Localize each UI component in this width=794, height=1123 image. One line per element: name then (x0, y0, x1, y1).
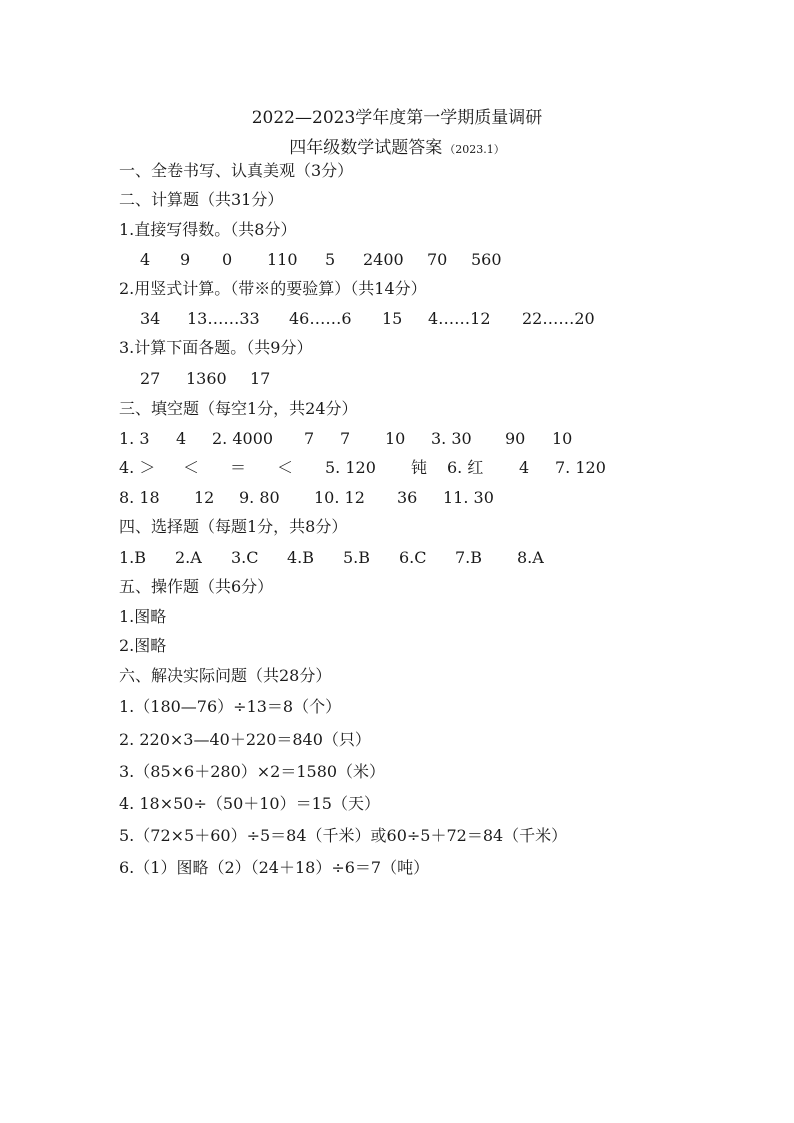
answer-item: 0 (222, 250, 233, 269)
section-6-question-2: 2. 220×3—40＋220＝840（只） (119, 730, 371, 749)
section-3-heading: 三、填空题（每空1分，共24分） (119, 399, 358, 418)
answer-item: 70 (427, 250, 448, 269)
section-2-heading: 二、计算题（共31分） (119, 190, 284, 209)
answer-item: ＜ (183, 458, 200, 477)
answer-item: 4.B (287, 548, 315, 567)
answer-item: 10 (385, 429, 406, 448)
page-subtitle (0, 133, 794, 158)
answer-item: 2.A (175, 548, 202, 567)
answer-item: 7 (340, 429, 351, 448)
answer-item: 10 (552, 429, 573, 448)
answer-item: 5. 120 (325, 458, 376, 477)
section-2-question-2: 2.用竖式计算。（带※的要验算）（共14分） (119, 279, 427, 298)
section-2-question-3: 3.计算下面各题。（共9分） (119, 338, 313, 357)
answer-item: 8. 18 (119, 488, 160, 507)
section-3-row-2 (119, 458, 606, 478)
answer-item: 4……12 (428, 309, 491, 328)
answer-item: 5.B (343, 548, 371, 567)
section-2-q3-answers (119, 369, 270, 389)
answer-item: 7. 120 (555, 458, 606, 477)
answer-item: 4 (140, 250, 151, 269)
section-2-question-1: 1.直接写得数。（共8分） (119, 220, 297, 239)
section-3-row-1 (119, 429, 572, 449)
answer-item: 46……6 (289, 309, 352, 328)
section-2-q1-answers (119, 250, 502, 270)
answer-item: 钝 (411, 458, 428, 477)
answer-item: 4. ＞ (119, 458, 156, 477)
section-4-answers (119, 548, 544, 568)
answer-item: 27 (140, 369, 161, 388)
answer-item: 10. 12 (314, 488, 365, 507)
section-1-heading: 一、全卷书写、认真美观（3分） (119, 161, 354, 180)
section-6-question-4: 4. 18×50÷（50＋10）＝15（天） (119, 794, 380, 813)
answer-item: 7.B (455, 548, 483, 567)
answer-item: 9 (180, 250, 191, 269)
answer-item: 1.B (119, 548, 147, 567)
answer-item: 110 (267, 250, 298, 269)
answer-item: 4 (519, 458, 530, 477)
answer-item: 9. 80 (239, 488, 280, 507)
answer-item: 13……33 (187, 309, 260, 328)
answer-item: 560 (471, 250, 502, 269)
section-2-q2-answers (119, 309, 595, 329)
section-4-heading: 四、选择题（每题1分，共8分） (119, 517, 348, 536)
section-5-heading: 五、操作题（共6分） (119, 577, 274, 596)
answer-item: 3.C (231, 548, 259, 567)
answer-item: 2. 4000 (212, 429, 274, 448)
answer-item: 17 (250, 369, 271, 388)
answer-item: 7 (304, 429, 315, 448)
answer-item: 1360 (186, 369, 227, 388)
answer-item: 4 (176, 429, 187, 448)
answer-item: 15 (382, 309, 403, 328)
section-6-question-5: 5.（72×5＋60）÷5＝84（千米）或60÷5＋72＝84（千米） (119, 826, 568, 845)
section-5-question-1: 1.图略 (119, 607, 167, 626)
section-6-question-3: 3.（85×6＋280）×2＝1580（米） (119, 762, 386, 781)
subtitle-text: 四年级数学试题答案 (289, 138, 443, 158)
section-6-question-1: 1.（180—76）÷13＝8（个） (119, 697, 342, 716)
answer-item: 34 (140, 309, 161, 328)
answer-item: 6. 红 (447, 458, 484, 477)
answer-item: 22……20 (522, 309, 595, 328)
answer-item: 3. 30 (431, 429, 472, 448)
answer-item: 8.A (517, 548, 544, 567)
answer-item: 6.C (399, 548, 427, 567)
exam-date: （2023.1） (444, 143, 505, 156)
answer-item: 90 (505, 429, 526, 448)
answer-item: 1. 3 (119, 429, 150, 448)
answer-item: 36 (397, 488, 418, 507)
answer-item: 12 (194, 488, 215, 507)
page-title: 2022—2023学年度第一学期质量调研 (251, 108, 543, 128)
section-6-question-6: 6.（1）图略（2）（24＋18）÷6＝7（吨） (119, 858, 430, 877)
answer-item: ＝ (230, 458, 247, 477)
answer-item: 5 (325, 250, 336, 269)
section-5-question-2: 2.图略 (119, 636, 167, 655)
answer-item: ＜ (277, 458, 294, 477)
section-6-heading: 六、解决实际问题（共28分） (119, 666, 332, 685)
answer-item: 2400 (363, 250, 404, 269)
answer-item: 11. 30 (443, 488, 494, 507)
section-3-row-3 (119, 488, 494, 508)
